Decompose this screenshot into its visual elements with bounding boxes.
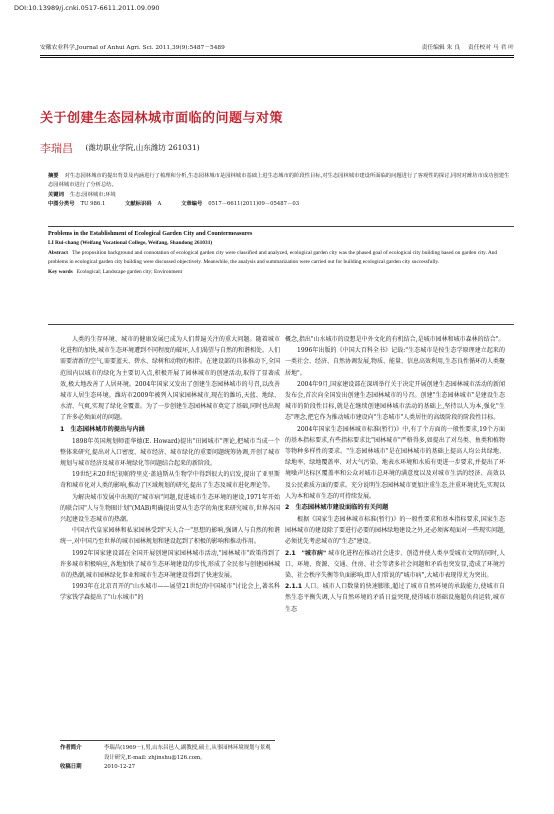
abstract-text: 对生态园林城市的提出背景及内涵进行了梳理和分析,生态园林城市是园林城市基础上进生态城市的阶段性目标,对生态园林城市建设所面临的问题进行了客观性的探讨,同时对潍坊市成功创建生态园林城市进行了分析总结。 [48, 173, 510, 189]
paragraph: 1992年国家建设部在全国开展创建国家园林城市活动,"园林城市"政策得到了许多城市积极响应,各地加快了城市生态环境建设的步伐,形成了全民参与创建园林城市的热潮,城市园林绿化事业和城市生态环境建设得到了快速发展。 [60, 549, 280, 580]
english-author: LI Rui-chang (Weifang Vocational College, Weifang, Shandong 261031) [48, 240, 213, 247]
english-abstract-text: The proposition background and connotation of ecological garden city were classified and analyzed, ecological garden city was the phased goal of ecological city building based on garden city. And problems in ecological garden city building were discussed objectively. Meanwhile, the analysis and summarization were carried out for building ecological garden city successfully. [48, 249, 498, 266]
paragraph: 根据《国家生态园林城市标准(暂行)》的一般性要求和基本指标要求,国家生态园林城市的建设除了要进行必要的园林绿地建设之外,还必须客观面对一些现实问题,必须优先考虑城市的"生态"建设。 [285, 516, 505, 546]
english-keywords-text: Ecological; Landscape garden city; Environment [76, 268, 183, 275]
author-name: 李瑞昌 [40, 142, 73, 155]
paragraph: 概念,指出"山水城市的设想是中外文化的有机结合,是城市园林和城市森林的结合"。 [285, 336, 505, 343]
running-head [40, 42, 514, 54]
article-no-label: 文章编号 [181, 201, 203, 208]
received-label: 收稿日期 [60, 764, 82, 771]
paragraph: 1898年英国规划师霍华德(E. Howard)提出"田园城市"理论,把城市当成一个整体来研究,提出对入口密度、城市经济、城市绿化的重要问题统筹协调,开创了城市规划与城市经济及城市环境绿化等问题结合起来的新阶段。 [60, 437, 280, 468]
journal-citation: 安徽农业科学,Journal of Anhui Agri. Sci. 2011,39(9):5487－5489 [40, 45, 225, 51]
paragraph: 为解决城市发展中出现的"城市病"问题,促进城市生态环境的建设,1971年开始的联合国"人与生物圈计划"(MAB)明确提出要从生态学的角度来研究城市,世界各国兴起建设生态城市的热潮。 [60, 493, 280, 524]
header-rule [40, 55, 514, 56]
doc-code-label: 文献标识码 [125, 201, 152, 208]
paragraph: 人类的生存环境、城市的健康发展已成为人们普遍关注的重大问题。随着城市化进程的加快,城市生态环境遭到不同程度的破坏,人们渴望与自然的和谐相处。人们需要清新的空气,需要蓝天、碧水、绿树和动物的相伴。在建设部的具体推动下,全国范围内以城市的绿化为主要切入点,积极开展了园林城市的创建活动,取得了显著成效,极大地改善了人居环境。2004年国家又发出了创建生态园林城市的号召,以改善城市人居生态环境。潍坊市2009年被列入国家园林城市,现在的潍坊,天蓝、地绿、水清、气爽,实现了绿化全覆盖。为了一步创建生态园林城市奠定了基础,同时也出现了许多必须面对的问题。 [60, 336, 280, 422]
english-abstract-label: Abstract [48, 249, 69, 256]
footnote-divider [60, 740, 275, 741]
section-heading: 2 生态园林城市建设面临的有关问题 [285, 504, 389, 512]
clc-value: TU 986.1 [80, 201, 106, 208]
editor-credits [416, 42, 514, 54]
abstract-divider [48, 226, 514, 227]
body-right-column [285, 334, 505, 615]
bio-label: 作者简介 [60, 745, 82, 751]
editor: 责任编辑 朱 良 [421, 45, 461, 51]
author-affiliation: (潍坊职业学院,山东潍坊 261031) [85, 143, 200, 152]
section-heading: 1 生态园林城市的提出与内涵 [60, 425, 145, 433]
header-rule-thin [40, 57, 514, 58]
subsubsection-heading: 2.1.1 [285, 583, 303, 591]
footnote [60, 744, 275, 773]
keywords-label: 关键词 [48, 191, 64, 198]
paragraph: 2004年9月,国家建设部在深圳举行关于决定开展创建生态园林城市活动的新闻发布会,首次向全国发出创建生态园林城市的号召。创建"生态园林城市"是建设生态城市的阶段性目标,就是在继续创建园林城市活动的基础上,坚持以人为本,强化"生态"理念,把它作为推动城市建设向"生态城市"人类居住的高级阶段的阶段性目标。 [285, 380, 505, 422]
body-left-column [60, 334, 280, 604]
doi-line: DOI:10.13989/j.cnki.0517-6611.2011.09.090 [14, 4, 160, 12]
received-date: 2010-12-27 [104, 764, 136, 771]
article-no-value: 0517－6611(2011)09－05487－03 [208, 201, 300, 208]
english-keywords-label: Key words [48, 268, 73, 275]
english-title: Problems in the Establishment of Ecological Garden City and Countermeasures [48, 231, 253, 237]
proofreader: 责任校对 马 君 叶 [467, 45, 514, 51]
abstract-label: 摘要 [48, 173, 59, 179]
classification-row [48, 200, 514, 209]
english-abstract-divider [48, 324, 514, 325]
paragraph: 19世纪末20世纪初帕特里克·盖迪斯从生物学中得到很大的启发,提出了亚里斯奇和城市化对人类的影响,推动了区域规划的研究,提出了生态及城市进化理论等。 [60, 471, 280, 490]
doc-code-value: A [157, 201, 162, 208]
paragraph: 中国古代皇家园林和私家园林受到"天人合一"思想的影响,强调人与自然的和谐统一,对中国乃至世界的城市园林规划和建设起到了积极的影响和推动作用。 [60, 527, 280, 546]
keywords-text: 生态;园林城市;环境 [69, 191, 116, 198]
author-line [40, 140, 200, 156]
bio-text: 李瑞昌(1969－),男,山东昌邑人,副教授,硕士,从事园林环境规划与景观设计研究,E-mail: zhjinshu@126.com。 [104, 745, 271, 761]
paragraph: 1996年出版的《中国大百科全书》记载:"生态城市是按生态学原理建立起来的一类社会、经济、自然协调发展,物质、能量、信息高效利用,生态良性循环的人类聚居地"。 [285, 347, 505, 377]
paragraph: 2004年国家生态园林城市标准(暂行)》中,有了个方面的一般性要求,19个方面的基本指标要求,有些指标要求比"园林城市"严格得多,如提出了对鸟类、鱼类和植物等物种多样性的要求。"生态园林城市"是在园林城市的基础上提高人均公共绿地、绿地率、绿地覆盖率、对大气污染、地表水环境和水质有更进一步要求,并提出了环境噪声达标区覆盖率和公众对城市总环境的满意度以及对城市生活的经济、高效以及公民素质方面的要求。充分说明生态园林城市更加注重生态,注重环境优先,实现以人为本和城市生态的可持续发展。 [285, 425, 505, 500]
chinese-abstract [48, 172, 514, 210]
subsection-heading: 2.1 "城市病" [285, 549, 327, 557]
paragraph-text: 人口。城市人口数量的快速膨胀,超过了城市自然环境的承载能力,使城市自然生态平衡失调,人与自然环境的矛盾日益突现,使得城市基础设施超负荷运转,城市生态 [285, 583, 505, 613]
english-abstract [48, 230, 514, 277]
paper-title: 关于创建生态园林城市面临的问题与对策 [40, 111, 284, 126]
paragraph-text: 城市化进程在推动社会进步、创造并使人类享受城市文明的同时,人口、环境、资源、交通、住房、社会等诸多社会问题和矛盾也突发显,造成了环境污染、社会秩序失衡等负面影响,即人们常说的"城市病",大城市表现得尤为突出。 [285, 549, 505, 580]
clc-label: 中图分类号 [48, 201, 75, 208]
paragraph: 1993年在北京召开的"山水城市——展望21世纪的中国城市"讨论会上,著名科学家钱学森提出了"山水城市"的 [60, 583, 280, 602]
